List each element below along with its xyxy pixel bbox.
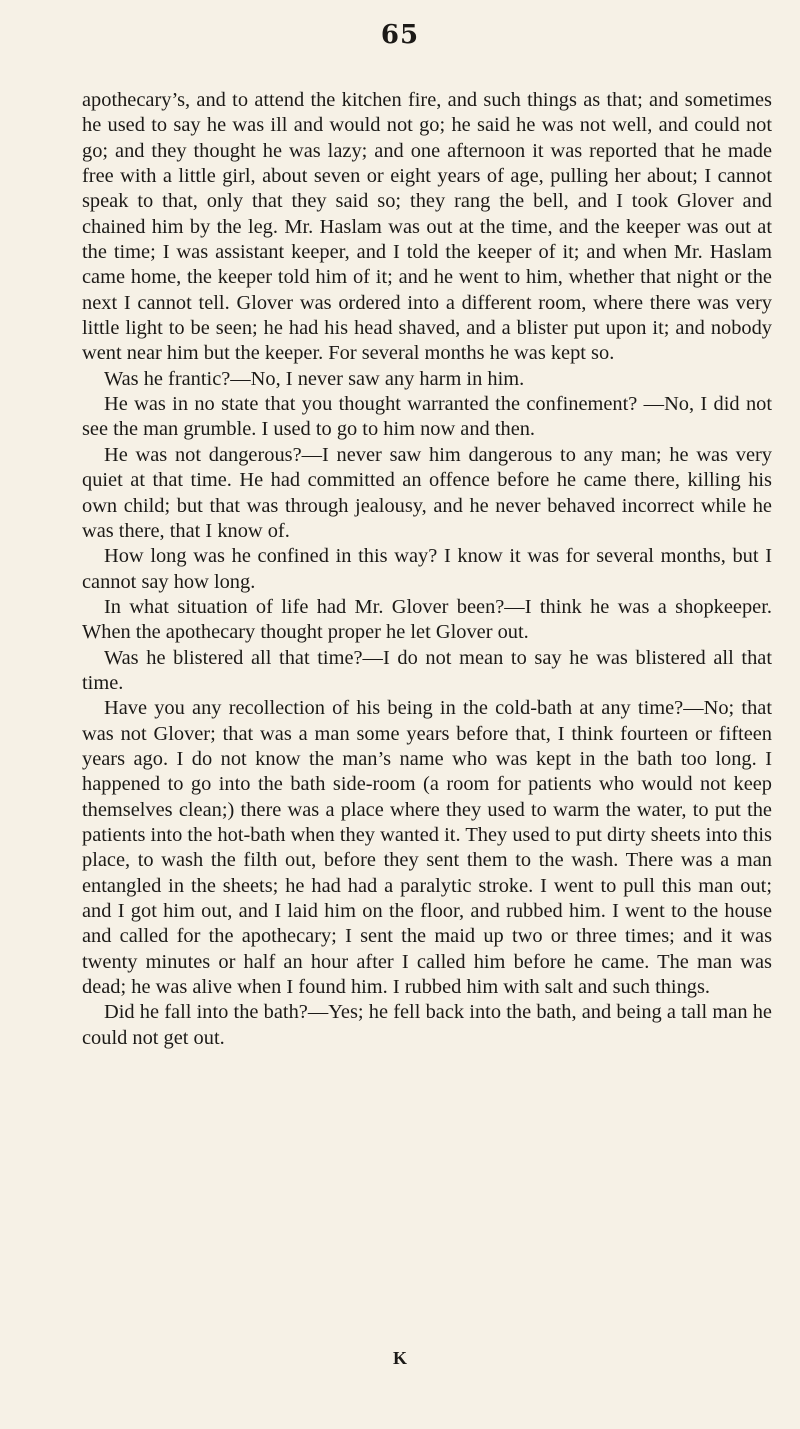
paragraph-9: Did he fall into the bath?—Yes; he fell back into the bath, and being a tall man he could not get out.	[82, 1001, 772, 1049]
signature-mark: K	[392, 1348, 407, 1368]
paragraph-1: apothecary’s, and to attend the kitchen fire, and such things as that; and sometimes he used to say he was ill and would not go; he said he was not well, and could not go; and they thought he was lazy; and one afternoon it was reported that he made free with a little girl, about seven or eight years of age, pulling her about; I cannot speak to that, only that they said so; they rang the bell, and I took Glover and chained him by the leg. Mr. Haslam was out at the time, and the keeper was out at the time; I was assistant keeper, and I told the keeper of it; and when Mr. Haslam came home, the keeper told him of it; and he went to him, whether that night or the next I cannot tell. Glover was ordered into a different room, where there was very little light to be seen; he had his head shaved, and a blister put upon it; and nobody went near him but the keeper. For several months he was kept so.	[82, 89, 772, 365]
paragraph-6: In what situation of life had Mr. Glover been?—I think he was a shopkeeper. When the apothecary thought proper he let Glover out.	[82, 595, 772, 644]
paragraph-4: He was not dangerous?—I never saw him dangerous to any man; he was very quiet at that time. He had committed an offence before he came there, killing his own child; but that was through jealousy, and he never behaved incorrect while he was there, that I know of.	[82, 443, 772, 542]
page-number: 65	[380, 20, 420, 50]
paragraph-3: He was in no state that you thought warranted the confinement? —No, I did not see the man grumble. I used to go to him now and then.	[82, 393, 772, 441]
paragraph-8: Have you any recollection of his being in the cold-bath at any time?—No; that was not Glover; that was a man some years before that, I think fourteen or fifteen years ago. I do not know the man’s name who was kept in the bath too long. I happened to go into the bath side-room (a room for patients who would not keep themselves clean;) there was a place where they used to warm the water, to put the patients into the hot-bath when they wanted it. They used to put dirty sheets into this place, to wash the filth out, before they sent them to the wash. There was a man entangled in the sheets; he had had a paralytic stroke. I went to pull this man out; and I got him out, and I laid him on the floor, and rubbed him. I went to the house and called for the apothecary; I sent the maid up two or three times; and it was twenty minutes or half an hour after I called him before he came. The man was dead; he was alive when I found him. I rubbed him with salt and such things.	[82, 697, 772, 999]
page-body	[82, 88, 772, 1051]
paragraph-2: Was he frantic?—No, I never saw any harm in him.	[104, 367, 525, 390]
paragraph-7: Was he blistered all that time?—I do not mean to say he was blistered all that time.	[82, 646, 772, 694]
paragraph-5: How long was he confined in this way? I know it was for several months, but I cannot say how long.	[82, 545, 772, 593]
